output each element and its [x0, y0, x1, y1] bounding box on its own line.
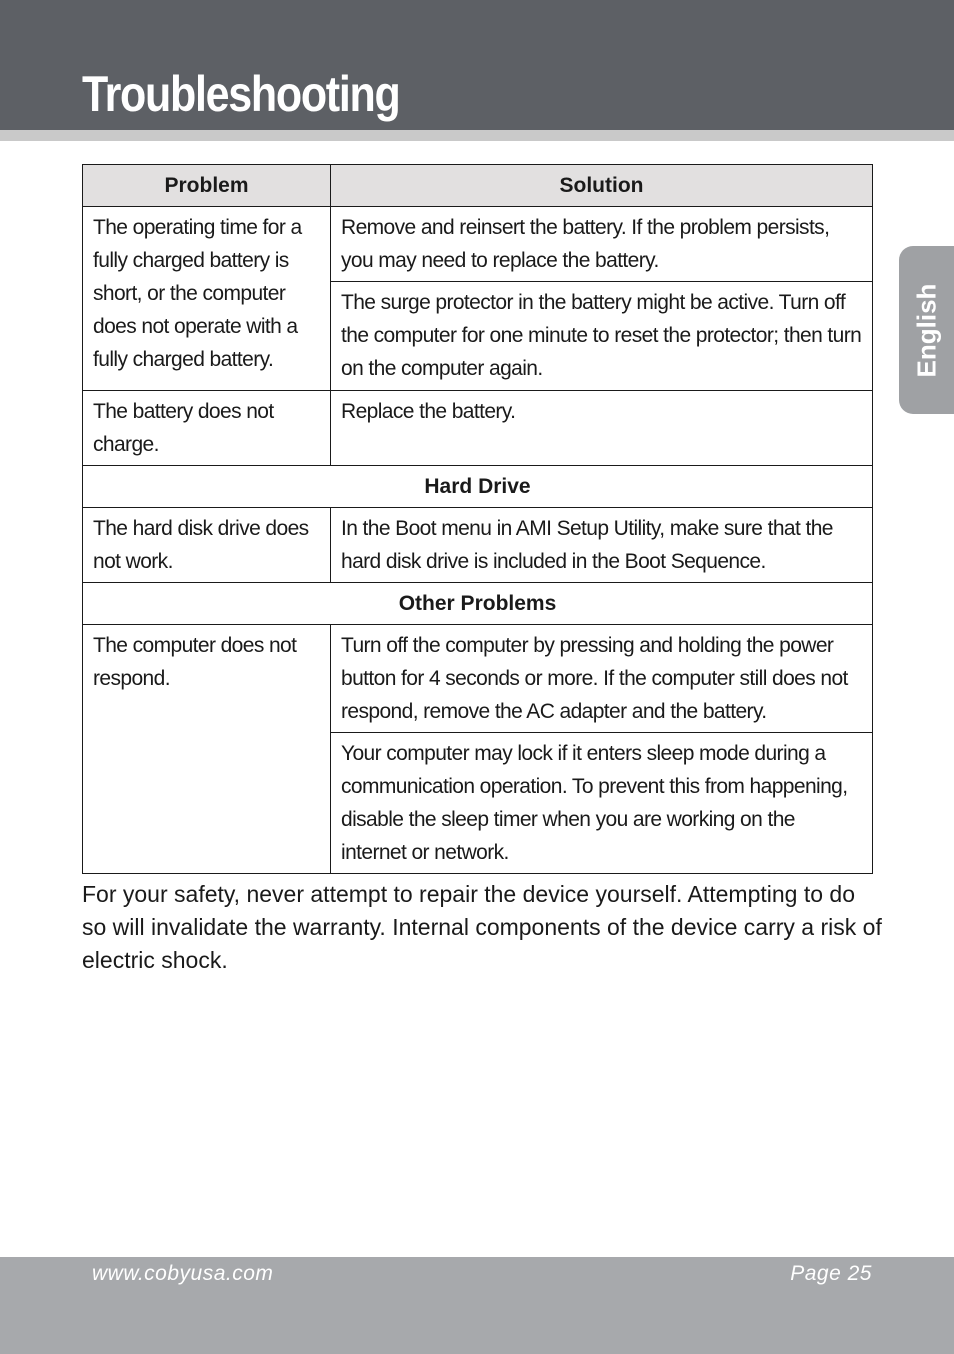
solution-text: Turn off the computer by pressing and holding the power button for 4 seconds or more. If the computer still does not respond, remove the AC adapter and the battery. — [341, 634, 848, 723]
page-number: Page 25 — [790, 1262, 872, 1285]
solution-cell — [331, 207, 873, 282]
solution-cell — [331, 391, 873, 466]
section-hard-drive: Hard Drive — [83, 466, 873, 508]
solution-text: In the Boot menu in AMI Setup Utility, make sure that the hard disk drive is included in the Boot Sequence. — [341, 517, 833, 573]
section-other-problems: Other Problems — [83, 583, 873, 625]
problem-text: The computer does not respond. — [93, 634, 297, 690]
safety-note: For your safety, never attempt to repair the device yourself. Attempting to do so will invalidate the warranty. Internal components of the device carry a risk of electric shock. — [82, 881, 882, 973]
table-row — [83, 625, 873, 733]
problem-text: The hard disk drive does not work. — [93, 517, 309, 573]
table-row — [83, 207, 873, 282]
header-stripe — [0, 130, 954, 141]
solution-cell — [331, 508, 873, 583]
table-row — [83, 391, 873, 466]
solution-cell — [331, 625, 873, 733]
table-header-row — [83, 165, 873, 207]
solution-text: Your computer may lock if it enters sleep mode during a communication operation. To prevent this from happening, disable the sleep timer when you are working on the internet or network. — [341, 742, 848, 864]
solution-cell — [331, 282, 873, 391]
solution-text: The surge protector in the battery might be active. Turn off the computer for one minute to reset the protector; then turn on the computer again. — [341, 291, 862, 381]
table-row — [83, 508, 873, 583]
header-solution: Solution — [331, 165, 873, 207]
section-row — [83, 466, 873, 508]
language-tab-label-wrap — [899, 246, 954, 414]
language-tab-label: English — [911, 283, 941, 377]
problem-cell — [83, 391, 331, 466]
section-row — [83, 583, 873, 625]
problem-text: The battery does not charge. — [93, 400, 274, 456]
header-problem: Problem — [83, 165, 331, 207]
problem-text: The operating time for a fully charged battery is short, or the computer does not operate with a fully charged battery. — [93, 216, 302, 371]
solution-text: Replace the battery. — [341, 400, 516, 423]
problem-cell — [83, 207, 331, 391]
footer-url: www.cobyusa.com — [92, 1262, 274, 1285]
problem-cell — [83, 508, 331, 583]
problem-cell — [83, 625, 331, 874]
page-title: Troubleshooting — [82, 66, 400, 122]
solution-text: Remove and reinsert the battery. If the problem persists, you may need to replace the battery. — [341, 216, 830, 272]
troubleshooting-table — [82, 164, 873, 874]
solution-cell — [331, 733, 873, 874]
